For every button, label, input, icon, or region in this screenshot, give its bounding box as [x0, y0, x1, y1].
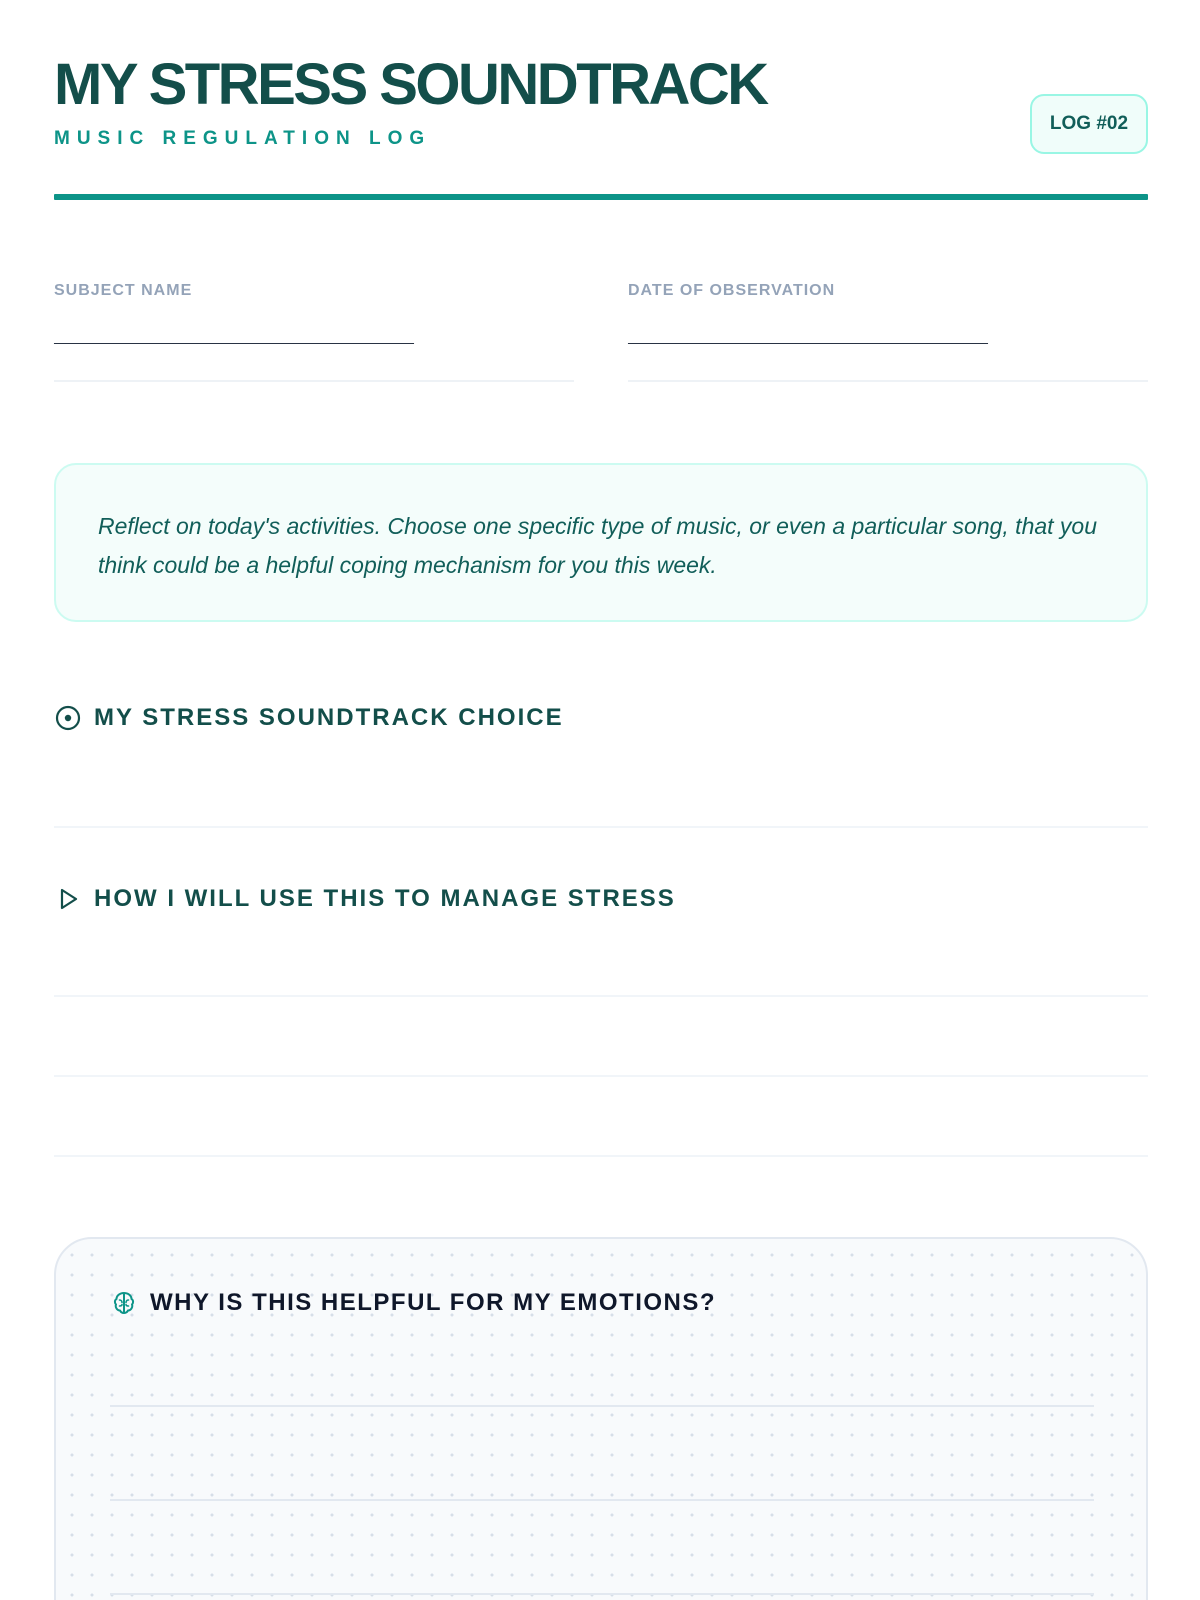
section-choice-label: MY STRESS SOUNDTRACK CHOICE [94, 704, 564, 731]
page-title: MY STRESS SOUNDTRACK [54, 52, 767, 117]
section-usage-label: HOW I WILL USE THIS TO MANAGE STRESS [94, 885, 676, 912]
emotions-answer-line-3[interactable] [110, 1593, 1094, 1595]
instruction-box [54, 463, 1148, 622]
emotions-answer-line-1[interactable] [110, 1405, 1094, 1407]
emotions-card [54, 1237, 1148, 1600]
section-choice-heading [54, 704, 564, 732]
section-emotions-heading [110, 1289, 716, 1317]
brain-icon [110, 1289, 138, 1317]
subject-name-field[interactable]: ______________________________ [54, 326, 415, 349]
date-field[interactable]: ______________________________ [628, 326, 989, 349]
usage-answer-line-3[interactable] [54, 1155, 1148, 1157]
subject-name-underline [54, 380, 574, 382]
date-label: DATE OF OBSERVATION [628, 282, 836, 299]
header-divider [54, 194, 1148, 200]
page-subtitle: MUSIC REGULATION LOG [54, 128, 432, 149]
usage-answer-line-2[interactable] [54, 1075, 1148, 1077]
section-usage-heading [54, 885, 676, 913]
subject-name-label: SUBJECT NAME [54, 282, 193, 299]
usage-answer-line-1[interactable] [54, 995, 1148, 997]
emotions-answer-line-2[interactable] [110, 1499, 1094, 1501]
choice-answer-line[interactable] [54, 826, 1148, 828]
section-emotions-label: WHY IS THIS HELPFUL FOR MY EMOTIONS? [150, 1289, 717, 1316]
log-number-badge: LOG #02 [1030, 94, 1148, 154]
play-icon [54, 885, 82, 913]
instruction-text: Reflect on today's activities. Choose one specific type of music, or even a particular song, that you think could be a helpful coping mechanism for you this week. [98, 513, 1098, 578]
date-underline [628, 380, 1148, 382]
target-icon [54, 704, 82, 732]
